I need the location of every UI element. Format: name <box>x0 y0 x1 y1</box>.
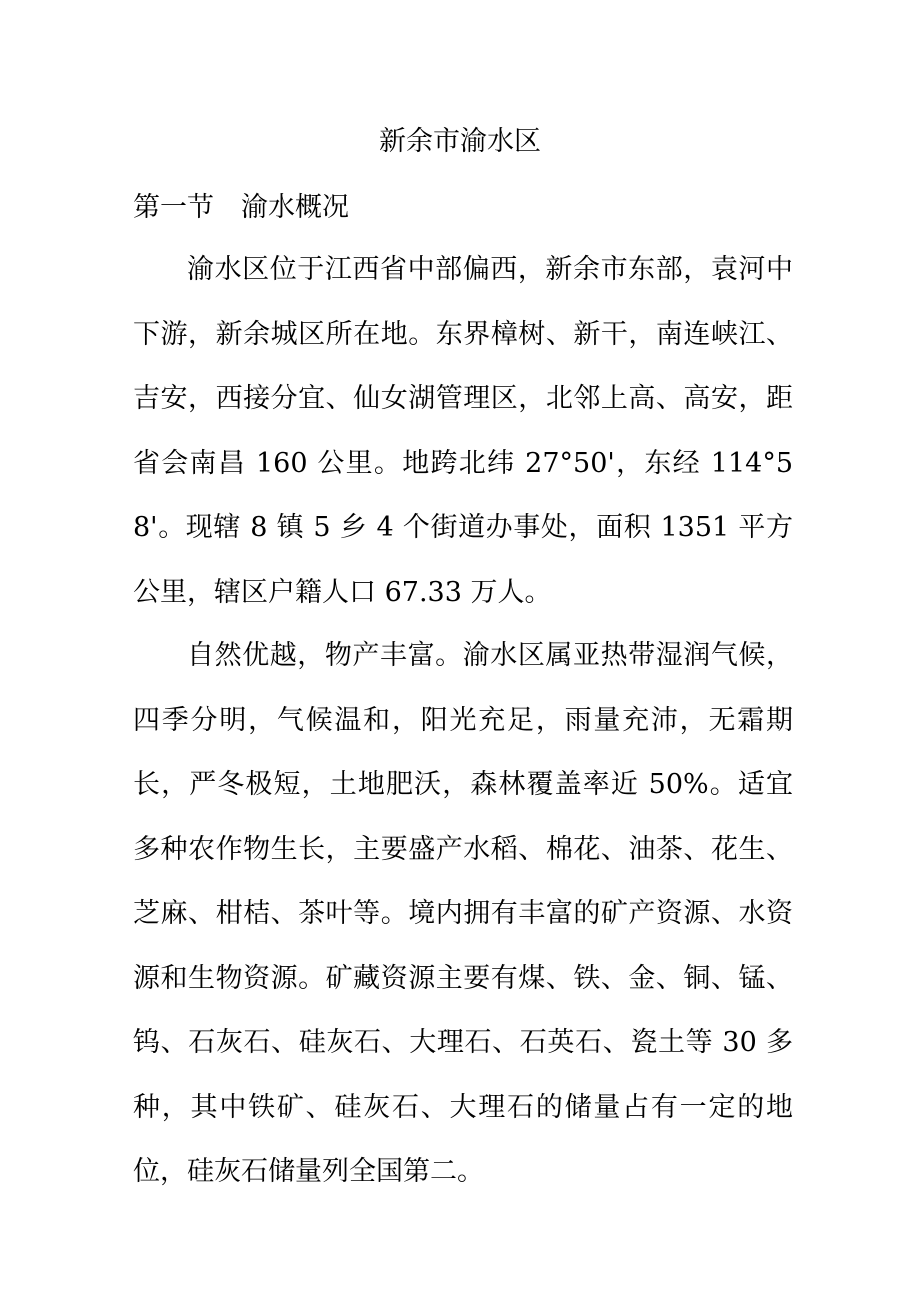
document-title: 新余市渝水区 <box>379 126 541 157</box>
paragraph-resources: 自然优越，物产丰富。渝水区属亚热带湿润气候，四季分明，气候温和，阳光充足，雨量充沛，无霜期长，严冬极短，土地肥沃，森林覆盖率近 50%。适宜多种农作物生长，主要盛产水稻、棉花、油茶、花生、芝麻、柑桔、茶叶等。境内拥有丰富的矿产资源、水资源和生物资源。矿藏资源主要有煤、铁、金、铜、锰、钨、石灰石、硅灰石、大理石、石英石、瓷土等 30 多种，其中铁矿、硅灰石、大理石的储量占有一定的地位，硅灰石储量列全国第二。 <box>133 640 793 1187</box>
paragraph-overview: 渝水区位于江西省中部偏西，新余市东部，袁河中下游，新余城区所在地。东界樟树、新干，南连峡江、吉安，西接分宜、仙女湖管理区，北邻上高、高安，距省会南昌 160 公里。地跨北纬 27°50'，东经 114°58'。现辖 8 镇 5 乡 4 个街道办事处，面积 1351 平方公里，辖区户籍人口 67.33 万人。 <box>133 254 793 608</box>
section-heading: 第一节 渝水概况 <box>133 192 349 223</box>
